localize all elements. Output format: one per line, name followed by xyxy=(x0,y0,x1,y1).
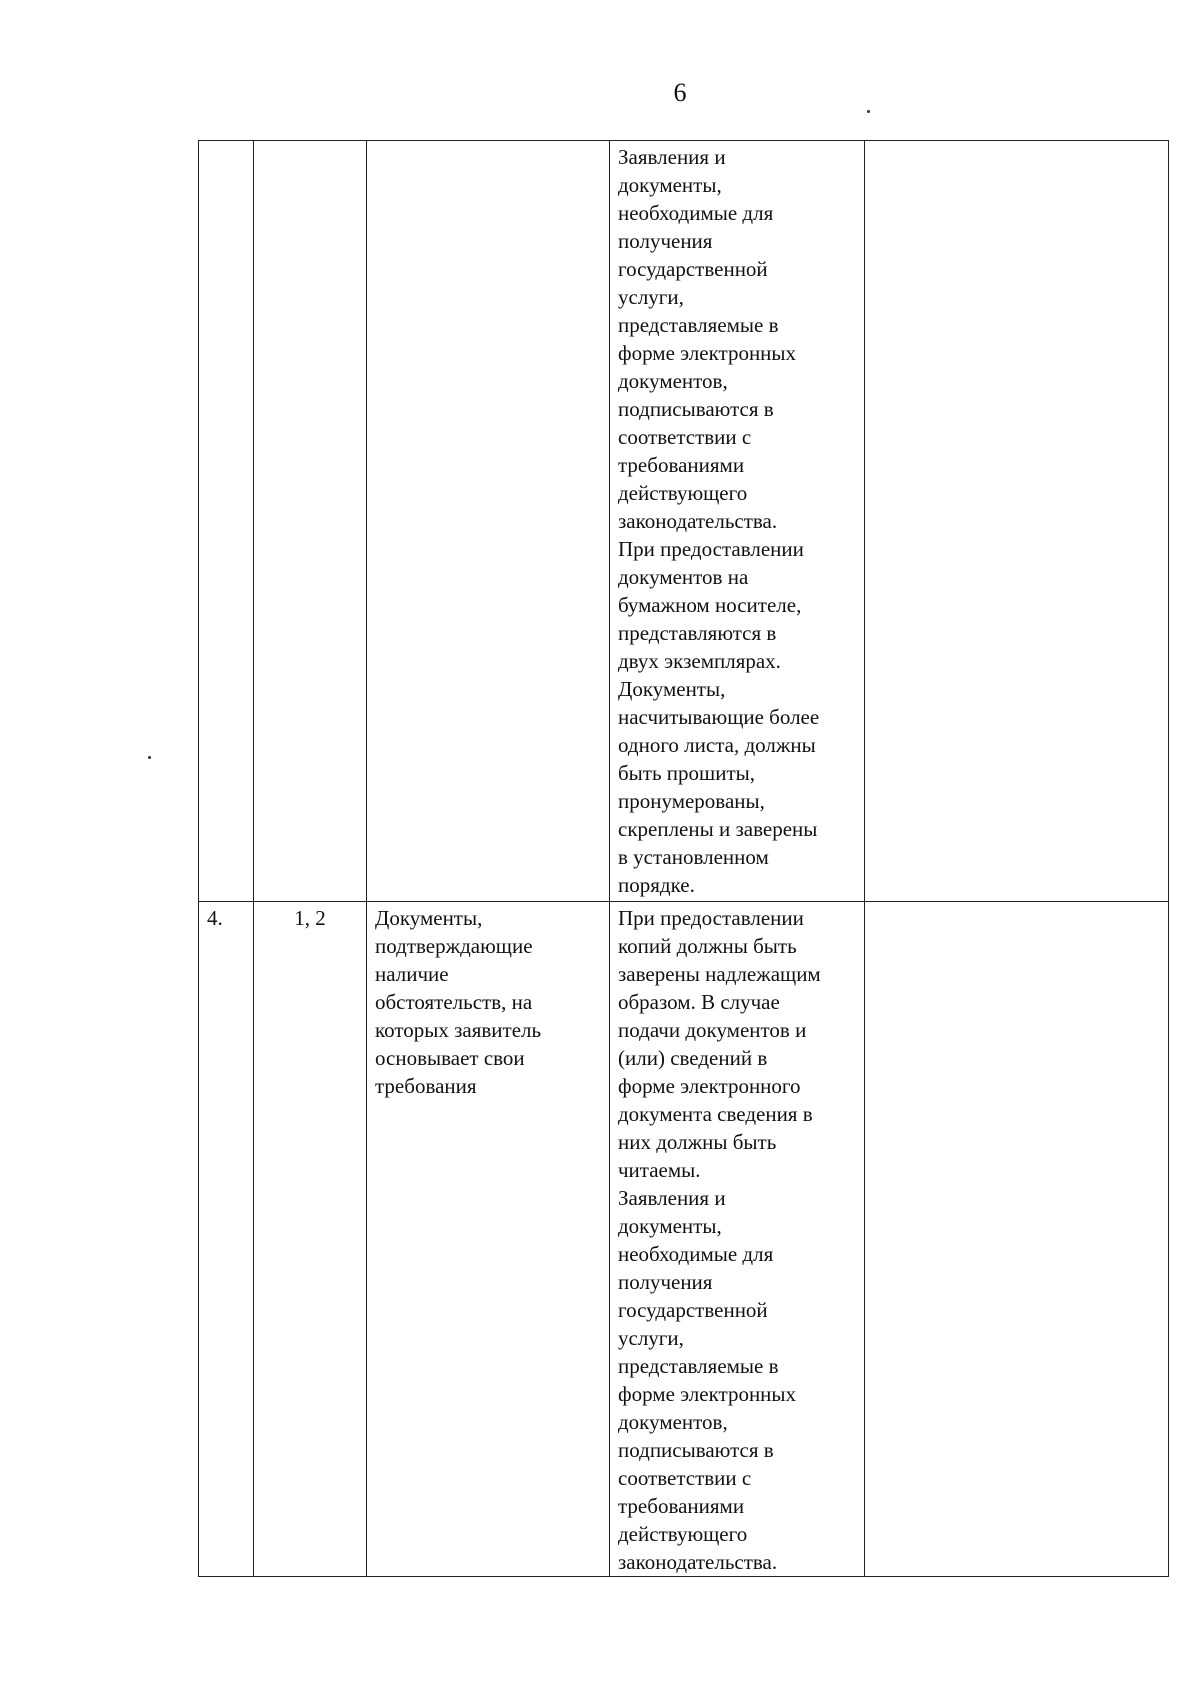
document-cell xyxy=(367,902,610,1577)
reference-cell xyxy=(254,141,367,902)
scan-speck xyxy=(867,110,870,113)
requirements-paragraph: Документы, насчитывающие более одного листа, должны быть прошиты, пронумерованы, скреплены и заверены в установленном порядке. xyxy=(618,677,820,897)
reference-cell: 1, 2 xyxy=(254,902,367,1577)
note-cell xyxy=(865,141,1169,902)
requirements-paragraph: При предоставлении документов на бумажном носителе, представляются в двух экземплярах. xyxy=(618,537,804,673)
requirements-paragraph: При предоставлении копий должны быть заверены надлежащим образом. В случае подачи документов и (или) сведений в форме электронного документа сведения в них должны быть читаемы. xyxy=(618,906,821,1182)
table-row xyxy=(199,141,1169,902)
page-number: 6 xyxy=(673,78,687,107)
requirements-paragraph: Заявления и документы, необходимые для получения государственной услуги, представляемые в форме электронных документов, подписываются в соответствии с требованиями действующего законодательства. xyxy=(618,145,797,533)
row-number-cell: 4. xyxy=(199,902,254,1577)
scan-speck xyxy=(148,756,151,759)
row-number-cell xyxy=(199,141,254,902)
document-text: Документы, подтверждающие наличие обстоятельств, на которых заявитель основывает свои требования xyxy=(375,906,542,1098)
note-cell xyxy=(865,902,1169,1577)
document-cell xyxy=(367,141,610,902)
requirements-cell xyxy=(610,902,865,1577)
requirements-cell xyxy=(610,141,865,902)
requirements-paragraph: Заявления и документы, необходимые для получения государственной услуги, представляемые в форме электронных документов, подписываются в соответствии с требованиями действующего законодательства. xyxy=(618,1186,797,1574)
requirements-table xyxy=(198,140,1169,1577)
table-row xyxy=(199,902,1169,1577)
